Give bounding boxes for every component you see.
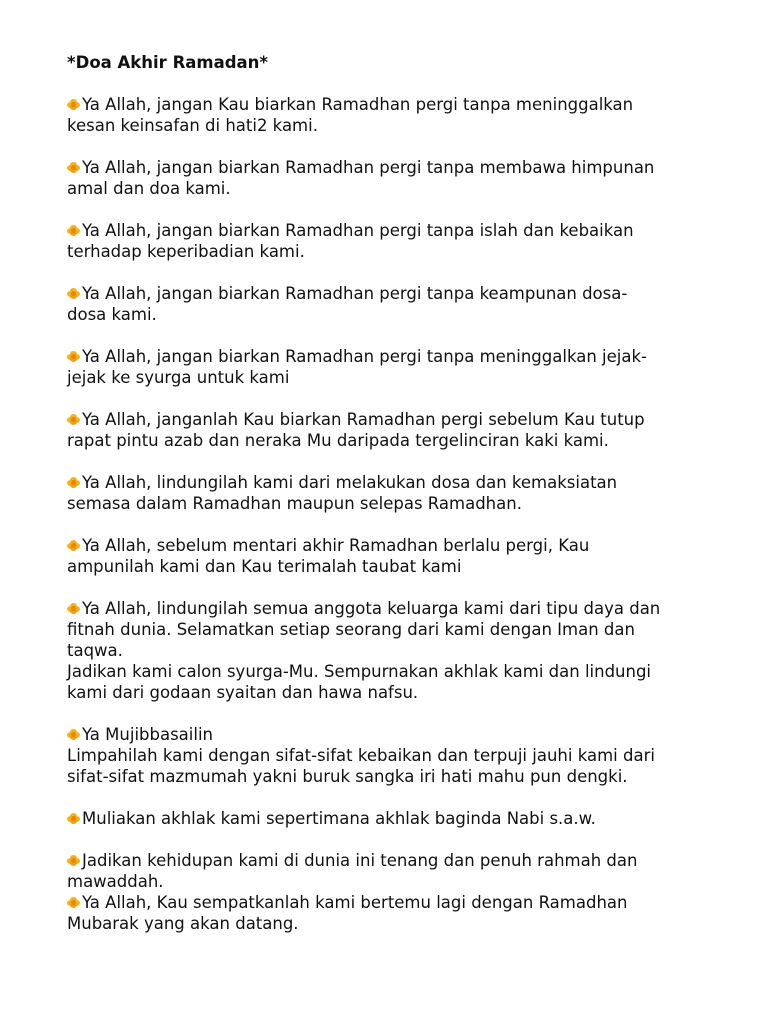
prayer-line: [67, 493, 717, 514]
prayer-line: [67, 724, 717, 745]
prayer-line: [67, 472, 717, 493]
prayer-line: [67, 850, 717, 871]
prayer-line-text: semasa dalam Ramadhan maupun selepas Ramadhan.: [67, 494, 522, 513]
prayer-line-text: Ya Allah, jangan biarkan Ramadhan pergi tanpa meninggalkan jejak-: [82, 347, 647, 366]
prayer-line: [67, 367, 717, 388]
document-title: *Doa Akhir Ramadan*: [67, 53, 269, 72]
prayer-line-text: Ya Allah, jangan Kau biarkan Ramadhan pergi tanpa meninggalkan: [82, 95, 634, 114]
prayer-line-text: kesan keinsafan di hati2 kami.: [67, 116, 318, 135]
prayer-line: [67, 871, 717, 892]
prayer-line: [67, 682, 717, 703]
flower-icon: [67, 603, 80, 614]
prayer-line: [67, 598, 717, 619]
flower-icon: [67, 225, 80, 236]
flower-icon: [67, 477, 80, 488]
flower-icon: [67, 897, 80, 908]
prayer-line-text: dosa kami.: [67, 305, 157, 324]
prayer-line-text: sifat-sifat mazmumah yakni buruk sangka iri hati mahu pun dengki.: [67, 767, 628, 786]
prayer-line-text: Ya Allah, lindungilah kami dari melakukan dosa dan kemaksiatan: [82, 473, 618, 492]
prayer-paragraph: [67, 283, 717, 325]
prayer-line-text: Ya Allah, Kau sempatkanlah kami bertemu lagi dengan Ramadhan: [82, 893, 628, 912]
prayer-line: [67, 913, 717, 934]
flower-icon: [67, 855, 80, 866]
flower-icon: [67, 162, 80, 173]
prayer-line-text: Ya Allah, lindungilah semua anggota keluarga kami dari tipu daya dan: [82, 599, 661, 618]
prayer-paragraph: [67, 157, 717, 199]
prayer-line: [67, 94, 717, 115]
flower-icon: [67, 351, 80, 362]
flower-icon: [67, 414, 80, 425]
prayer-line: [67, 892, 717, 913]
prayer-line: [67, 304, 717, 325]
prayer-line: [67, 157, 717, 178]
prayer-line: [67, 241, 717, 262]
prayer-line: [67, 178, 717, 199]
prayer-line-text: terhadap keperibadian kami.: [67, 242, 305, 261]
prayer-line-text: jejak ke syurga untuk kami: [67, 368, 290, 387]
prayer-line: [67, 346, 717, 367]
prayer-line: [67, 283, 717, 304]
prayer-paragraph: [67, 808, 717, 829]
prayer-line-text: Mubarak yang akan datang.: [67, 914, 299, 933]
prayer-line-text: Jadikan kehidupan kami di dunia ini tenang dan penuh rahmah dan: [82, 851, 638, 870]
prayer-line-text: ampunilah kami dan Kau terimalah taubat kami: [67, 557, 462, 576]
prayer-line-text: Ya Allah, sebelum mentari akhir Ramadhan berlalu pergi, Kau: [82, 536, 590, 555]
prayer-paragraph: [67, 892, 717, 934]
prayer-paragraph: [67, 598, 717, 703]
prayer-paragraph: [67, 94, 717, 136]
prayer-paragraph: [67, 724, 717, 787]
prayer-line-text: Ya Allah, jangan biarkan Ramadhan pergi tanpa keampunan dosa-: [82, 284, 628, 303]
prayer-line-text: kami dari godaan syaitan dan hawa nafsu.: [67, 683, 419, 702]
prayer-line-text: Jadikan kami calon syurga-Mu. Sempurnakan akhlak kami dan lindungi: [67, 662, 652, 681]
prayer-line-text: mawaddah.: [67, 872, 164, 891]
flower-icon: [67, 813, 80, 824]
prayer-line: [67, 220, 717, 241]
prayer-line-text: taqwa.: [67, 641, 123, 660]
flower-icon: [67, 99, 80, 110]
flower-icon: [67, 540, 80, 551]
prayer-line: [67, 808, 717, 829]
prayer-line: [67, 640, 717, 661]
prayer-line-text: Ya Allah, jangan biarkan Ramadhan pergi tanpa islah dan kebaikan: [82, 221, 634, 240]
prayer-line: [67, 619, 717, 640]
prayer-line: [67, 409, 717, 430]
prayer-list: [67, 94, 717, 934]
prayer-line-text: Ya Mujibbasailin: [82, 725, 214, 744]
flower-icon: [67, 288, 80, 299]
prayer-line-text: Limpahilah kami dengan sifat-sifat kebaikan dan terpuji jauhi kami dari: [67, 746, 655, 765]
prayer-line: [67, 766, 717, 787]
prayer-line: [67, 115, 717, 136]
prayer-paragraph: [67, 220, 717, 262]
prayer-paragraph: [67, 409, 717, 451]
flower-icon: [67, 729, 80, 740]
document-body: [67, 52, 717, 955]
prayer-line: [67, 745, 717, 766]
prayer-paragraph: [67, 472, 717, 514]
prayer-paragraph: [67, 346, 717, 388]
prayer-line-text: Ya Allah, janganlah Kau biarkan Ramadhan pergi sebelum Kau tutup: [82, 410, 645, 429]
prayer-line-text: Muliakan akhlak kami sepertimana akhlak baginda Nabi s.a.w.: [82, 809, 596, 828]
prayer-line: [67, 556, 717, 577]
prayer-line: [67, 430, 717, 451]
prayer-paragraph: [67, 850, 717, 892]
prayer-line-text: Ya Allah, jangan biarkan Ramadhan pergi tanpa membawa himpunan: [82, 158, 655, 177]
prayer-line: [67, 535, 717, 556]
prayer-line-text: rapat pintu azab dan neraka Mu daripada tergelinciran kaki kami.: [67, 431, 609, 450]
prayer-paragraph: [67, 535, 717, 577]
prayer-line: [67, 661, 717, 682]
prayer-line-text: amal dan doa kami.: [67, 179, 231, 198]
prayer-line-text: fitnah dunia. Selamatkan setiap seorang dari kami dengan Iman dan: [67, 620, 635, 639]
